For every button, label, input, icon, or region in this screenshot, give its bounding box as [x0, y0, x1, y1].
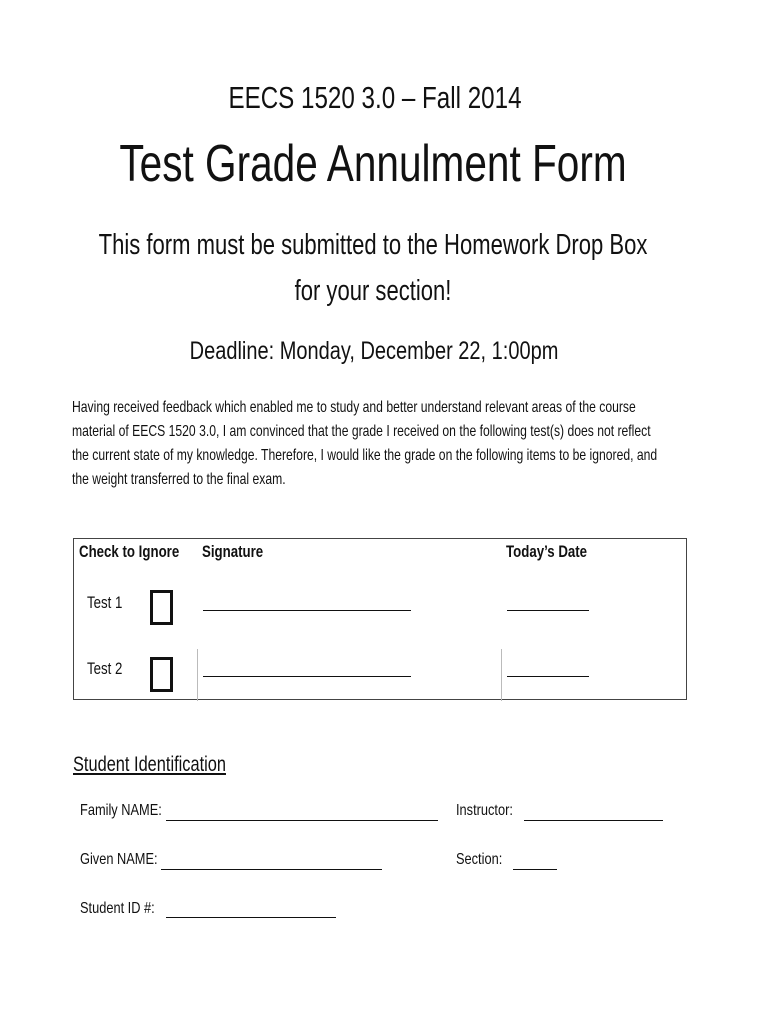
- column-divider: [197, 649, 198, 701]
- statement-line: the weight transferred to the final exam.: [72, 471, 286, 488]
- deadline-text: Deadline: Monday, December 22, 1:00pm: [189, 337, 559, 365]
- header-check-to-ignore: Check to Ignore: [79, 542, 180, 561]
- test-1-date-line[interactable]: [507, 610, 589, 611]
- family-name-field[interactable]: [166, 820, 438, 821]
- statement-paragraph: [72, 396, 726, 492]
- statement-line: material of EECS 1520 3.0, I am convinced that the grade I received on the following test(s) does not reflect: [72, 423, 651, 440]
- column-divider: [501, 649, 502, 701]
- header-signature: Signature: [202, 542, 264, 561]
- submission-notice: [90, 222, 657, 314]
- instructor-field[interactable]: [524, 820, 663, 821]
- instructor-label: Instructor:: [456, 802, 513, 819]
- test-1-checkbox[interactable]: [150, 590, 173, 625]
- test-1-label: Test 1: [87, 593, 123, 612]
- tests-table: [73, 538, 687, 700]
- test-2-signature-line[interactable]: [203, 676, 411, 677]
- course-heading: EECS 1520 3.0 – Fall 2014: [228, 80, 522, 115]
- test-2-checkbox[interactable]: [150, 657, 173, 692]
- section-label: Section:: [456, 851, 503, 868]
- given-name-field[interactable]: [161, 869, 382, 870]
- form-title: Test Grade Annulment Form: [119, 135, 627, 193]
- notice-line-1: This form must be submitted to the Homework Drop Box: [98, 229, 648, 261]
- family-name-label: Family NAME:: [80, 802, 162, 819]
- given-name-label: Given NAME:: [80, 851, 158, 868]
- notice-line-2: for your section!: [294, 275, 452, 307]
- header-todays-date: Today’s Date: [506, 542, 588, 561]
- student-identification-heading: Student Identification: [73, 753, 226, 776]
- student-id-label: Student ID #:: [80, 900, 155, 917]
- test-2-date-line[interactable]: [507, 676, 589, 677]
- statement-line: the current state of my knowledge. Therefore, I would like the grade on the following items to be ignored, and: [72, 447, 658, 464]
- test-1-signature-line[interactable]: [203, 610, 411, 611]
- test-2-label: Test 2: [87, 659, 123, 678]
- statement-line: Having received feedback which enabled me to study and better understand relevant areas of the course: [72, 399, 636, 416]
- section-field[interactable]: [513, 869, 557, 870]
- student-id-field[interactable]: [166, 917, 336, 918]
